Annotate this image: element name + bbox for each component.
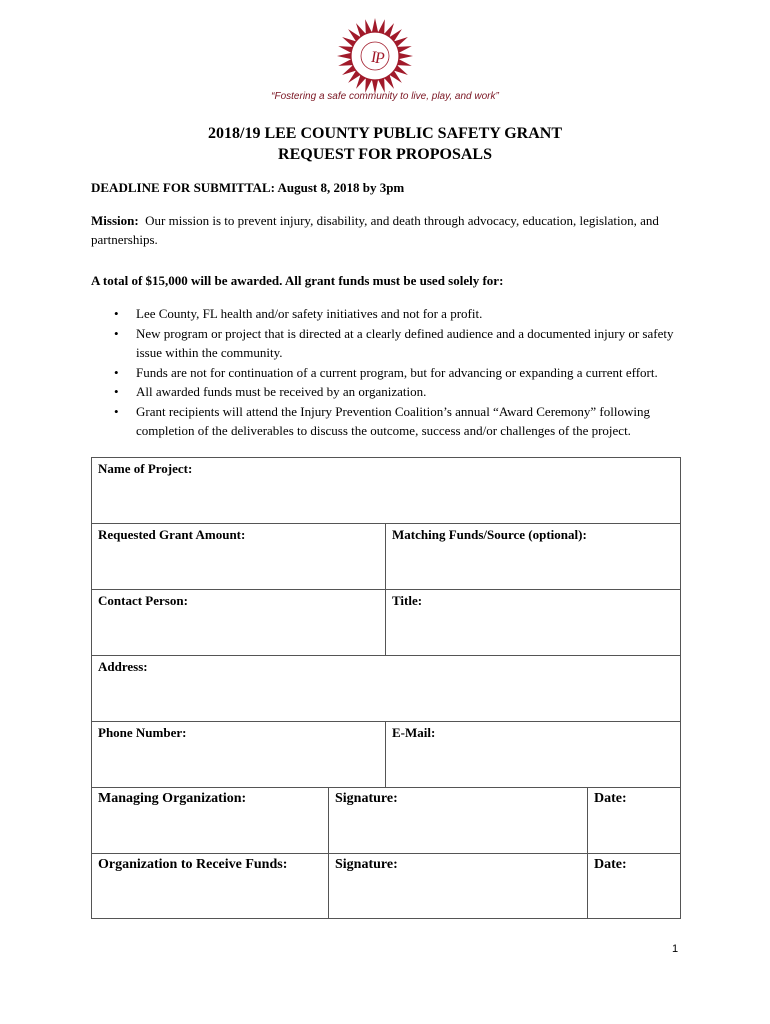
receiving-signature-label: Signature: — [335, 857, 398, 872]
phone-label: Phone Number: — [98, 725, 187, 740]
matching-funds-label: Matching Funds/Source (optional): — [392, 527, 587, 542]
managing-org-field[interactable] — [91, 787, 329, 854]
address-label: Address: — [98, 659, 148, 674]
award-statement: A total of $15,000 will be awarded. All grant funds must be used solely for: — [91, 273, 504, 288]
requirement-item: • All awarded funds must be received by an organization. — [91, 382, 687, 402]
mission-paragraph — [91, 211, 685, 249]
page-title — [0, 123, 770, 165]
managing-org-label: Managing Organization: — [98, 791, 247, 806]
deadline-text: DEADLINE FOR SUBMITTAL: August 8, 2018 by 3pm — [91, 180, 405, 195]
receiving-date-label: Date: — [594, 857, 627, 872]
logo-ray — [372, 18, 378, 32]
managing-signature-field[interactable] — [328, 787, 588, 854]
logo-ray — [338, 46, 353, 53]
title-line-2: REQUEST FOR PROPOSALS — [278, 146, 492, 163]
requirement-item: • Funds are not for continuation of a current program, but for advancing or expanding a current effort. — [91, 363, 687, 383]
svg-text:I: I — [371, 49, 377, 66]
title-field[interactable] — [385, 589, 681, 656]
tagline: “Fostering a safe community to live, play, and work” — [271, 91, 499, 102]
mission-text: Our mission is to prevent injury, disability, and death through advocacy, education, legislation, and partnerships. — [91, 213, 659, 247]
svg-text:P: P — [375, 50, 385, 67]
requested-amount-field[interactable] — [91, 523, 386, 590]
project-name-field[interactable] — [91, 457, 681, 524]
receiving-signature-field[interactable] — [328, 853, 588, 919]
managing-signature-label: Signature: — [335, 791, 398, 806]
project-name-label: Name of Project: — [98, 461, 193, 476]
logo-ray — [365, 19, 372, 34]
contact-person-field[interactable] — [91, 589, 386, 656]
requested-amount-label: Requested Grant Amount: — [98, 527, 246, 542]
logo-ray — [397, 46, 412, 53]
title-label: Title: — [392, 593, 423, 608]
coalition-logo — [335, 16, 415, 96]
managing-date-field[interactable] — [587, 787, 681, 854]
mission-label: Mission: — [91, 213, 139, 228]
requirement-item: • Lee County, FL health and/or safety initiatives and not for a profit. — [91, 304, 687, 324]
receiving-org-label: Organization to Receive Funds: — [98, 857, 288, 872]
logo-ray — [337, 53, 351, 59]
requirement-item: • New program or project that is directed at a clearly defined audience and a documented injury or safety issue within the community. — [91, 324, 687, 363]
managing-date-label: Date: — [594, 791, 627, 806]
requirement-item: • Grant recipients will attend the Injury Prevention Coalition’s annual “Award Ceremony” following completion of the deliverables to discuss the outcome, success and/or challenges of the project. — [91, 402, 687, 441]
receiving-org-field[interactable] — [91, 853, 329, 919]
email-label: E-Mail: — [392, 725, 436, 740]
logo-ray — [378, 19, 385, 34]
requirements-list — [91, 304, 687, 441]
logo-ray — [399, 53, 413, 59]
title-line-1: 2018/19 LEE COUNTY PUBLIC SAFETY GRANT — [208, 125, 562, 142]
phone-field[interactable] — [91, 721, 386, 788]
address-field[interactable] — [91, 655, 681, 722]
email-field[interactable] — [385, 721, 681, 788]
receiving-date-field[interactable] — [587, 853, 681, 919]
logo-ray — [338, 59, 353, 66]
matching-funds-field[interactable] — [385, 523, 681, 590]
logo-ray — [397, 59, 412, 66]
contact-person-label: Contact Person: — [98, 593, 188, 608]
page-number: 1 — [672, 943, 679, 955]
